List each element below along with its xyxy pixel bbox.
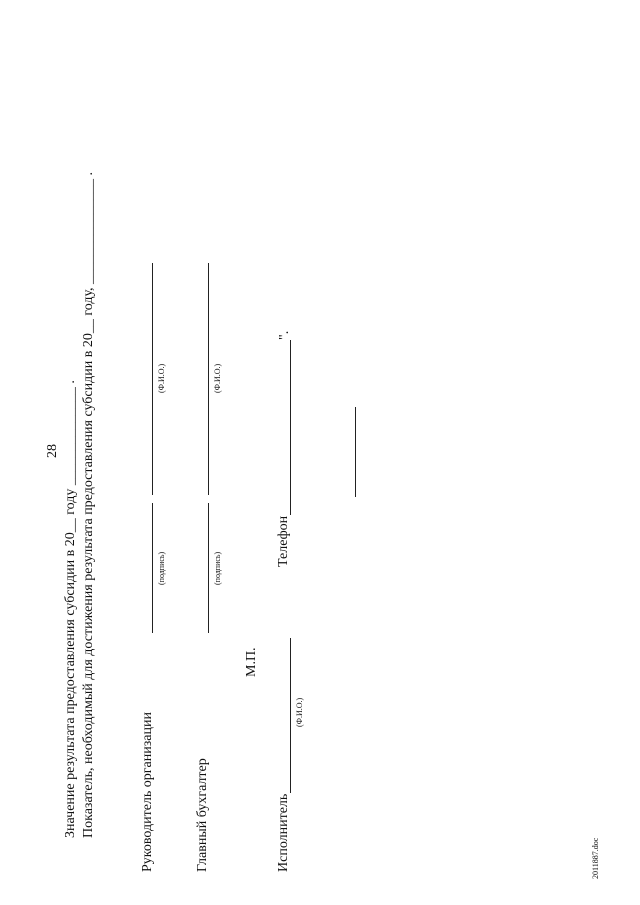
head-name-line bbox=[152, 263, 153, 495]
chief-accountant-label: Главный бухгалтер bbox=[195, 758, 210, 872]
accountant-name-line bbox=[208, 263, 209, 495]
head-name-caption: (Ф.И.О.) bbox=[157, 363, 166, 393]
phone-line bbox=[290, 340, 291, 515]
executor-label: Исполнитель bbox=[276, 793, 291, 872]
executor-name-caption: (Ф.И.О.) bbox=[295, 697, 304, 727]
date-line bbox=[355, 407, 356, 497]
accountant-signature-caption: (подпись) bbox=[213, 551, 222, 585]
accountant-name-caption: (Ф.И.О.) bbox=[213, 363, 222, 393]
footer-filename: 2011887.doc bbox=[591, 837, 600, 879]
stamp-placeholder: М.П. bbox=[244, 647, 259, 677]
phone-line-tail: ". bbox=[277, 330, 292, 340]
head-signature-line bbox=[152, 503, 153, 633]
phone-label: Телефон bbox=[276, 515, 291, 567]
head-signature-caption: (подпись) bbox=[157, 551, 166, 585]
indicator-line-1: Значение результата предоставления субсидии в 20__ году ______________ . bbox=[63, 380, 78, 838]
page-number: 28 bbox=[45, 444, 60, 458]
accountant-signature-line bbox=[208, 503, 209, 633]
indicator-line-2: Показатель, необходимый для достижения результата предоставления субсидии в 20__ году, _______________ . bbox=[81, 171, 96, 838]
head-of-organization-label: Руководитель организации bbox=[140, 712, 155, 872]
executor-name-line bbox=[290, 638, 291, 793]
